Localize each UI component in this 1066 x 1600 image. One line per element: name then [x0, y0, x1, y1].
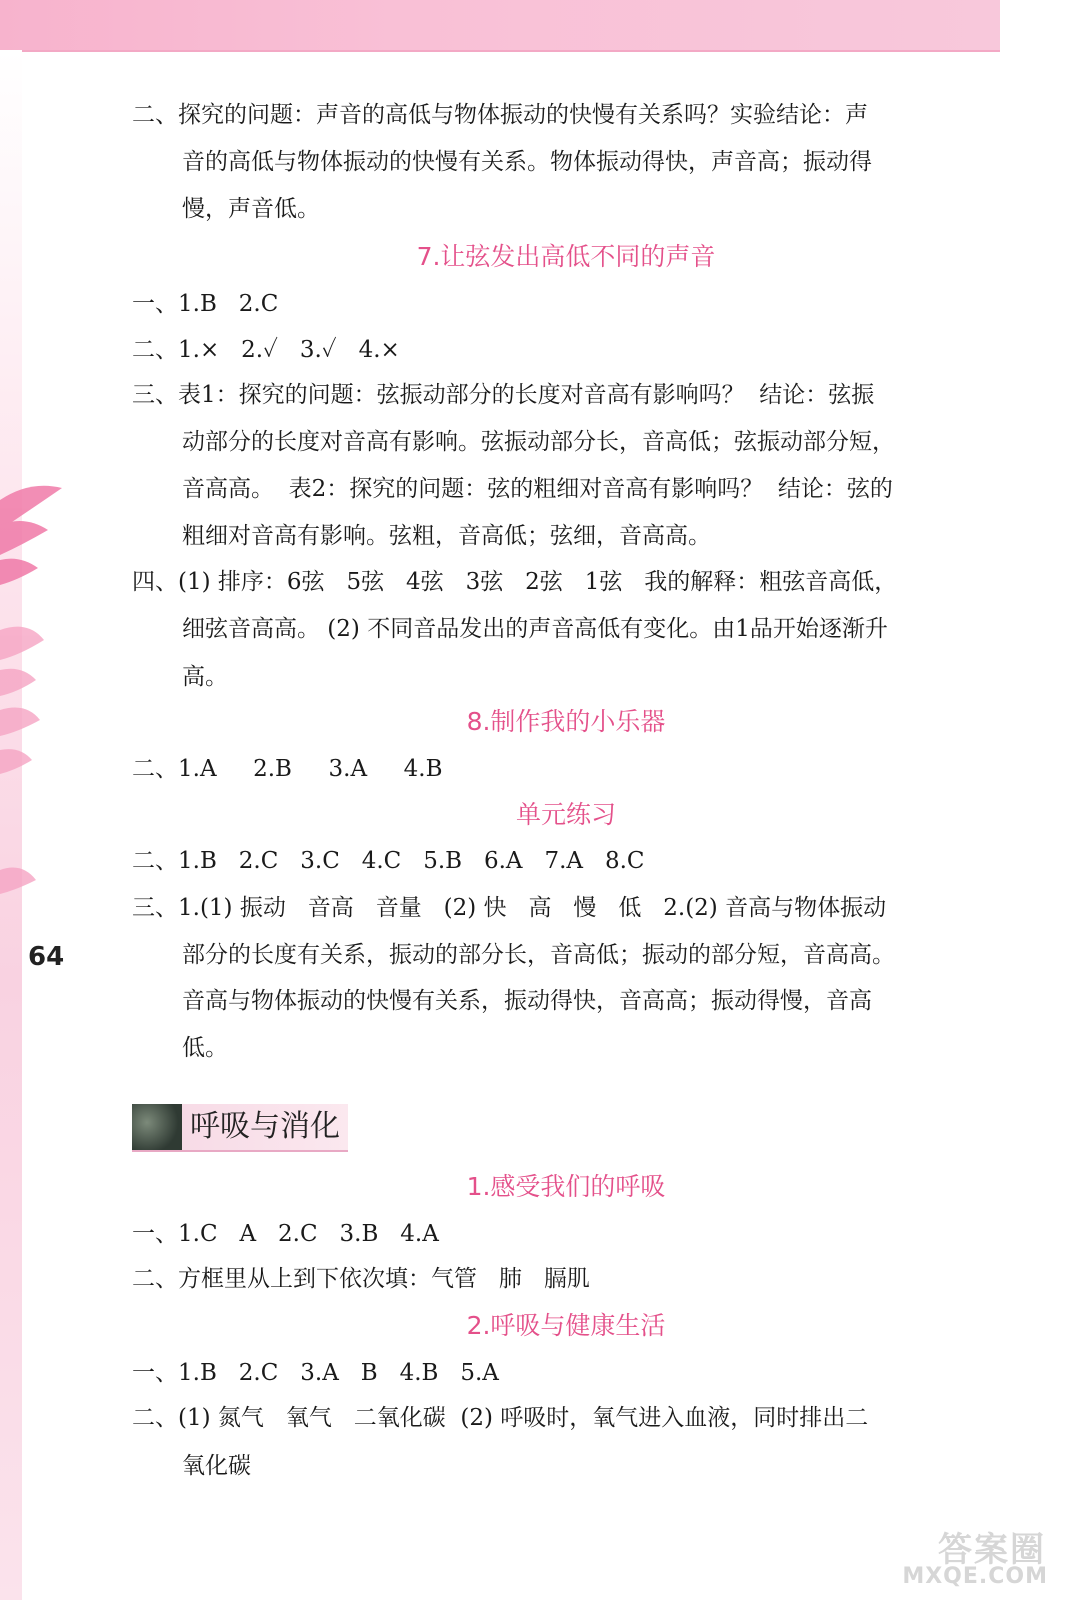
top-color-band: [0, 0, 1000, 52]
unit-thumbnail-icon: [132, 1104, 182, 1150]
answer-line: 二、1.B 2.C 3.C 4.C 5.B 6.A 7.A 8.C: [132, 848, 645, 874]
section-heading: 8.制作我的小乐器: [466, 707, 666, 736]
section-heading: 7.让弦发出高低不同的声音: [416, 242, 716, 271]
answer-line: 细弦音高高。 (2) 不同音品发出的声音高低有变化。由1品开始逐渐升: [182, 616, 888, 642]
answer-line: 二、探究的问题：声音的高低与物体振动的快慢有关系吗？实验结论：声: [132, 102, 868, 128]
section-heading: 1.感受我们的呼吸: [466, 1172, 666, 1201]
answer-line: 三、1.(1) 振动 音高 音量 (2) 快 高 慢 低 2.(2) 音高与物体振动: [132, 895, 887, 921]
answer-line: 二、(1) 氮气 氧气 二氧化碳 (2) 呼吸时，氧气进入血液，同时排出二: [132, 1405, 869, 1431]
answer-line: 音的高低与物体振动的快慢有关系。物体振动得快，声音高；振动得: [182, 149, 872, 175]
answer-line: 一、1.B 2.C: [132, 291, 279, 317]
answer-line: 部分的长度有关系，振动的部分长，音高低；振动的部分短，音高高。: [182, 942, 895, 968]
section-heading: 单元练习: [515, 800, 616, 829]
page-number: 64: [28, 942, 65, 972]
unit-title-box: [132, 1104, 348, 1152]
answer-line: 一、1.C A 2.C 3.B 4.A: [132, 1221, 439, 1247]
answer-line: 音高高。 表2：探究的问题：弦的粗细对音高有影响吗？ 结论：弦的: [182, 476, 893, 502]
answer-line: 二、1.A 2.B 3.A 4.B: [132, 756, 443, 782]
answer-line: 慢，声音低。: [182, 196, 320, 222]
answer-line: 一、1.B 2.C 3.A B 4.B 5.A: [132, 1360, 499, 1386]
unit-title: 呼吸与消化: [190, 1109, 340, 1144]
section-heading: 2.呼吸与健康生活: [466, 1311, 666, 1340]
answer-line: 音高与物体振动的快慢有关系，振动得快，音高高；振动得慢，音高: [182, 988, 872, 1014]
answer-line: 粗细对音高有影响。弦粗，音高低；弦细，音高高。: [182, 523, 711, 549]
leaf-decoration-icon: [0, 470, 70, 920]
answer-line: 二、方框里从上到下依次填：气管 肺 膈肌: [132, 1266, 590, 1292]
answer-line: 高。: [182, 664, 228, 690]
answer-line: 动部分的长度对音高有影响。弦振动部分长，音高低；弦振动部分短，: [182, 429, 895, 455]
answer-line: 低。: [182, 1035, 228, 1061]
answer-line: 三、表1：探究的问题：弦振动部分的长度对音高有影响吗？ 结论：弦振: [132, 382, 875, 408]
answer-line: 四、(1) 排序：6弦 5弦 4弦 3弦 2弦 1弦 我的解释：粗弦音高低，: [132, 569, 898, 595]
answer-line: 氧化碳: [182, 1453, 251, 1479]
answer-line: 二、1.× 2.✓ 3.✓ 4.×: [132, 337, 400, 363]
watermark: [882, 1522, 1052, 1592]
watermark-url: MXQE.COM: [902, 1564, 1048, 1589]
watermark-logo: 答案圈: [938, 1530, 1046, 1570]
